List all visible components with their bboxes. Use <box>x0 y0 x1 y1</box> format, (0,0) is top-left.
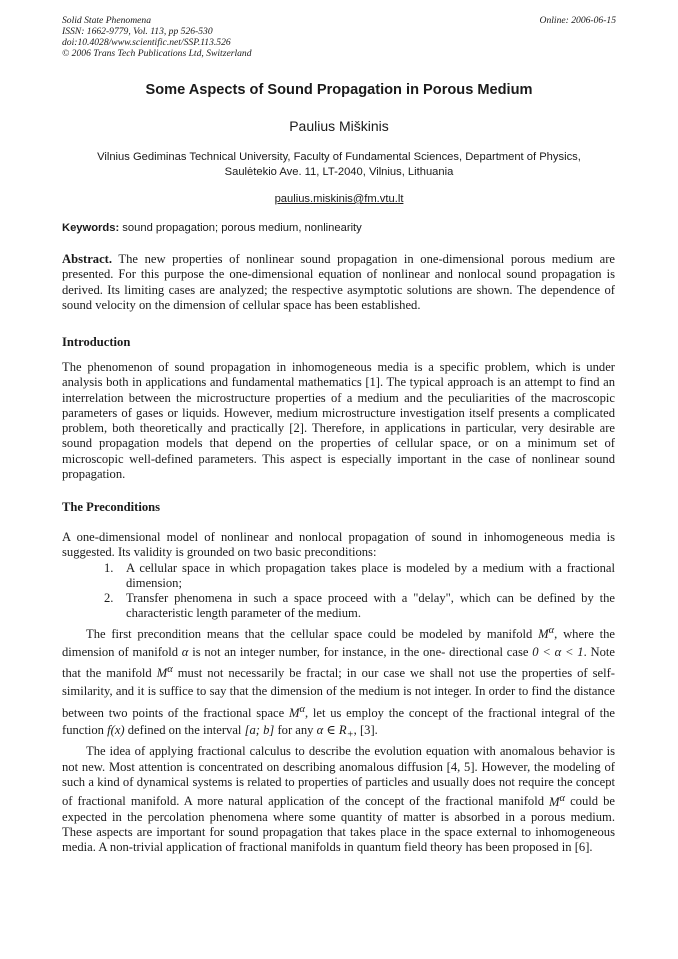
keywords-text: sound propagation; porous medium, nonlinearity <box>119 222 362 234</box>
issn-line: ISSN: 1662-9779, Vol. 113, pp 526-530 <box>62 26 213 37</box>
journal-name: Solid State Phenomena <box>62 15 151 26</box>
preconditions-body <box>62 530 615 856</box>
math-alpha: α <box>181 644 189 659</box>
keywords-label: Keywords: <box>62 222 120 234</box>
math-manifold: $M^\alpha$ <box>156 664 173 681</box>
doi-line: doi:10.4028/www.scientific.net/SSP.113.526 <box>62 37 231 48</box>
affiliation-line-2: Saulėtekio Ave. 11, LT-2040, Vilnius, Lithuania <box>224 165 454 178</box>
math-manifold: $M^\alpha$ <box>288 703 305 720</box>
email-link[interactable]: paulius.miskinis@fm.vtu.lt <box>274 193 404 205</box>
preconditions-list <box>62 561 615 622</box>
abstract <box>62 252 615 313</box>
list-item: 2. Transfer phenomena in such a space proceed with a "delay", which can be defined by the characteristic length parameter of the medium. <box>104 591 615 621</box>
keywords <box>62 222 616 234</box>
math-manifold: $M^\alpha$ <box>538 624 555 641</box>
preconditions-heading: The Preconditions <box>62 500 161 514</box>
math-function: f(x) <box>107 723 125 738</box>
preconditions-paragraph-3: The idea of applying fractional calculus to describe the evolution equation with anomalous behavior is not new. Most attention is concentrated on describing anomalous diffusion [4, 5]. However, the modeling of such a kind of dynamical systems is related to properties of particles and usually does not require the concept of fractional manifold. A more natural application of the concept of the fractional manifold $M^\alpha$ could be expected in the percolation phenomena where some quantity of matter is absorbed in a porous medium. These aspects are important for sound propagation that takes place in the space external to inhomogeneous media. A non-trivial application of fractional manifolds in quantum field theory has been proposed in [6]. <box>62 744 615 855</box>
preconditions-intro: A one-dimensional model of nonlinear and nonlocal propagation of sound in inhomogeneous media is suggested. Its validity is grounded on two basic preconditions: <box>62 530 615 560</box>
math-interval: [a; b] <box>244 723 275 738</box>
introduction-heading: Introduction <box>62 335 131 349</box>
abstract-label: Abstract. <box>62 252 113 266</box>
online-date: Online: 2006-06-15 <box>539 15 616 26</box>
affiliation <box>62 150 616 179</box>
math-alpha-domain: α ∈ $R_+$ <box>316 723 354 741</box>
abstract-text: The new properties of nonlinear sound propagation in one-dimensional porous medium are presented. For this purpose the one-dimensional equation of nonlinear and nonlocal sound propagation is derived. Its limiting cases are analyzed; the respective asymptotic solutions are shown. The dependence of sound velocity on the dimension of cellular space has been established. <box>62 252 615 312</box>
introduction-text: The phenomenon of sound propagation in inhomogeneous media is a specific problem, which is under analysis both in applications and fundamental mathematics [1]. The typical approach is an attempt to find an interrelation between the microstructure properties of a medium and the peculiarities of the macroscopic parameters of gases or liquids. However, medium microstructure investigation itself presents a complicated problem, both theoretically and practically [2]. Therefore, in applications in particular, very desirable are sound propagation models that depend on the properties of cellular space, or on a minimum set of microscopic well-defined parameters. This aspect is especially important in the case of nonlinear sound propagation. <box>62 360 615 482</box>
list-item: 1. A cellular space in which propagation takes place is modeled by a medium with a fractional dimension; <box>104 560 615 590</box>
math-manifold: $M^\alpha$ <box>549 792 566 809</box>
paper-title: Some Aspects of Sound Propagation in Porous Medium <box>145 82 533 98</box>
page-header <box>62 15 616 59</box>
author-name: Paulius Miškinis <box>289 118 389 134</box>
affiliation-line-1: Vilnius Gediminas Technical University, Faculty of Fundamental Sciences, Department of Physics, <box>97 151 581 163</box>
introduction-body <box>62 360 615 482</box>
copyright-line: © 2006 Trans Tech Publications Ltd, Switzerland <box>62 48 252 59</box>
preconditions-paragraph-2: The first precondition means that the cellular space could be modeled by manifold $M^\alpha$, where the dimension of manifold α is not an integer number, for instance, in the one- directional case 0 < α < 1. Note that the manifold $M^\alpha$ must not necessarily be fractal; in our case we shall not use the properties of self-similarity, and it is suffice to say that the dimension of the medium is not integer. In order to find the distance between two points of the fractional space $M^\alpha$, let us employ the concept of the fractional integral of the function f(x) defined on the interval [a; b] for any α ∈ $R_+$, [3]. <box>62 624 616 741</box>
math-range: 0 < α < 1 <box>532 644 584 659</box>
